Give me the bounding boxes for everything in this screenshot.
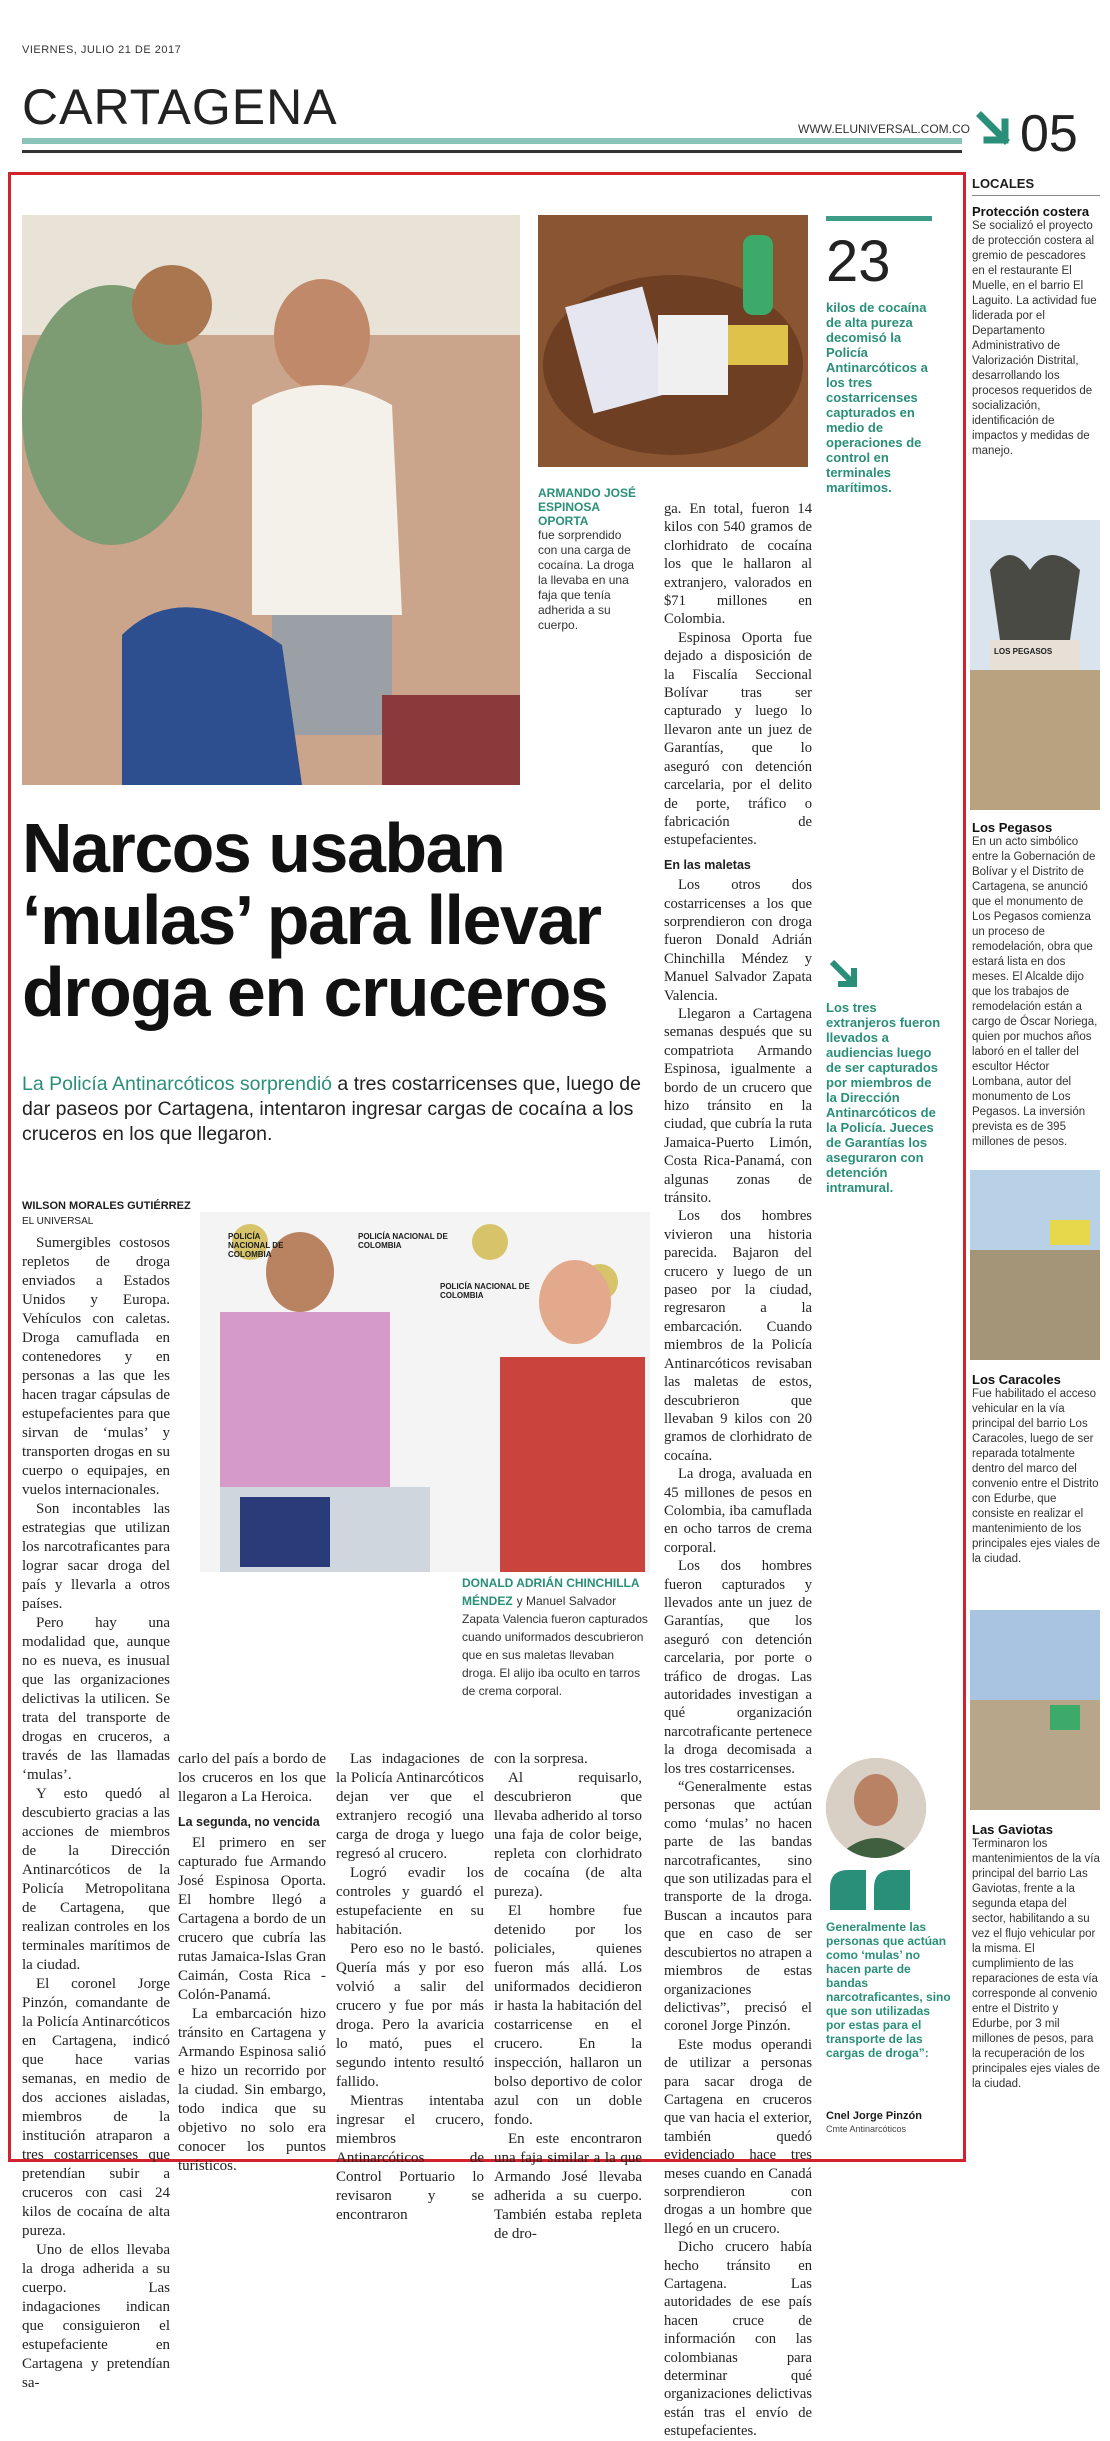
mugshot-illustration [200,1212,650,1572]
sidebar-item-caracoles [972,1372,1100,1567]
section-title: CARTAGENA [22,79,338,135]
seized-items-photo [538,215,808,467]
photo-caption-2 [462,1574,650,1700]
issue-date: VIERNES, JULIO 21 DE 2017 [22,44,182,56]
paragraph: carlo del país a bordo de los cruceros en los que llegaron a La Heroica. [178,1751,326,1805]
paragraph: ga. En total, fueron 14 kilos con 540 gramos de clorhidrato de cocaína los que le hallaron al extranjero, valorados en $71 millones en Colombia. [664,501,812,628]
masthead-rule [22,150,962,153]
subhead: En las maletas [664,857,751,872]
colonel-portrait [826,1758,926,1858]
lead-highlight: La Policía Antinarcóticos sorprendió [22,1073,333,1095]
body-column-4 [494,1750,642,2244]
page-number: 05 [1020,105,1078,163]
paragraph: Los otros dos costarricenses a los que sorprendieron con droga fueron Donald Adrián Chinchilla Méndez y Manuel Salvador Zapata Valencia. [664,877,812,1004]
quote-text: Generalmente las personas que actúan como ‘mulas’ no hacen parte de bandas narcotraficantes, sino que son utilizadas por estas para el transporte de las cargas de droga”: [826,1920,951,2060]
caracoles-photo [970,1170,1100,1360]
paragraph: Y esto quedó al descubierto gracias a las acciones de miembros de la Dirección Antinarcóticos de la Policía Metropolitana de Cartagena, que realizan controles en los terminales marítimos de la ciudad. [22,1786,170,1973]
stat-text: kilos de cocaína de alta pureza decomisó la Policía Antinarcóticos a los tres costarricenses capturados en medio de operaciones de control en terminales marítimos. [826,300,928,495]
arrow-down-right-icon [826,958,866,994]
body-column-5 [664,500,812,2441]
arrow-down-right-icon [975,110,1017,152]
photo-caption-1 [538,486,638,633]
sidebar-item-title: Los Caracoles [972,1372,1061,1387]
pullquote: Los tres extranjeros fueron llevados a audiencias luego de ser capturados por miembros de la Dirección Antinarcóticos de la Policía. Jueces de Garantías los aseguraron con detención intramural. [826,1000,941,1195]
sidebar-item-pegasos [972,820,1100,1150]
sidebar-header: LOCALES [972,176,1035,191]
body-column-2 [178,1750,326,2176]
quote-marks-icon [826,1866,916,1914]
sidebar-item-text: En un acto simbólico entre la Gobernación de Bolívar y el Distrito de Cartagena, se anunció que el monumento de Los Pegasos comienza un proceso de remodelación, obra que estará lista en dos meses. El Alcalde dijo que los trabajos de remodelación están a cargo de Óscar Noriega, quien por muchos años laboró en el taller del escultor Héctor Lombana, autor del monumento de Los Pegasos. La inversión prevista es de 395 millones de pesos. [972,836,1098,1148]
pegasos-photo [970,520,1100,810]
quote-role: Cmte Antinarcóticos [826,2124,907,2134]
stat-number: 23 [826,229,891,294]
body-column-1 [22,1234,170,2393]
sidebar-item-title: Los Pegasos [972,820,1053,835]
body-column-3 [336,1750,484,2225]
paragraph: Pero eso no le bastó. Quería más y por eso volvió a salir del crucero y fue por más droga. Pero la avaricia lo mató, pues el segundo intento resultó fallido. [336,1941,484,2090]
paragraph: Pero hay una modalidad que, aunque no es nueva, es inusual que las organizaciones delictivas la utilicen. Se trata del transporte de drogas en cruceros, a través de las llamadas ‘mulas’. [22,1615,170,1783]
paragraph: Logró evadir los controles y guardó el estupefaciente en su habitación. [336,1865,484,1938]
caption-name: ARMANDO JOSÉ ESPINOSA OPORTA [538,486,637,528]
seized-items-illustration [538,215,808,467]
sidebar-item-text: Fue habilitado el acceso vehicular en la vía principal del barrio Los Caracoles, luego de ser reparada totalmente dentro del marco del convenio entre el Distrito con Edurbe, que consiste en realizar el mantenimiento de los principales ejes viales de la ciudad. [972,1388,1100,1565]
paragraph: Llegaron a Cartagena semanas después que su compatriota Armando Espinosa, igualmente a bordo de un crucero que hizo tránsito en la ciudad, que cubría la ruta Jamaica-Puerto Limón, Costa Rica-Panamá, con algunas zonas de tránsito. [664,1005,812,1207]
byline-outlet: EL UNIVERSAL [22,1216,94,1227]
byline-author: WILSON MORALES GUTIÉRREZ [22,1200,191,1212]
paragraph: La embarcación hizo tránsito en Cartagena y Armando Espinosa salió e hizo un recorrido por la ciudad. Sin embargo, todo indica que su objetivo no solo era conocer los puntos turísticos. [178,2006,326,2174]
main-photo-illustration [22,215,520,785]
lead-rest: a tres costarricenses que, luego de dar paseos por Cartagena, intentaron ingresar cargas de cocaína a los cruceros en los que llegaron. [22,1073,641,1145]
paragraph: Sumergibles costosos repletos de droga enviados a Estados Unidos y Europa. Vehículos con caletas. Droga camuflada en contenedores y en personas a las que les hacen tragar cápsulas de estupefacientes para que sirvan de ‘mulas’ y transporten drogas en su cuerpo o equipajes, en vuelos internacionales. [22,1235,170,1498]
paragraph: Uno de ellos llevaba la droga adherida a su cuerpo. Las indagaciones indican que consiguieron el estupefaciente en Cartagena y pretendían sa- [22,2242,170,2391]
paragraph: La droga, avaluada en 45 millones de pesos en Colombia, iba camuflada en ocho tarros de crema corporal. [664,1466,812,1556]
paragraph: “Generalmente estas personas que actúan como ‘mulas’ no hacen parte de las bandas narcotraficantes, sino que son utilizadas para el transporte de la droga. Buscan a incautos para que en caso de ser descubiertos no atrapen a miembros de estas organizaciones delictivas”, precisó el coronel Jorge Pinzón. [664,1779,812,2035]
sidebar-item-gaviotas [972,1822,1100,2092]
gaviotas-illustration [970,1610,1100,1810]
caption-text: y Manuel Salvador Zapata Valencia fueron capturados cuando uniformados descubrieron que en sus maletas llevaban droga. El alijo iba oculto en tarros de crema corporal. [462,1594,648,1698]
paragraph: El coronel Jorge Pinzón, comandante de la Policía Antinarcóticos en Cartagena, indicó que hace varias semanas, en medio de dos acciones aisladas, miembros de la institución atraparon a tres costarricenses que pretendían subir a cruceros con casi 24 kilos de cocaína de alta pureza. [22,1976,170,2239]
paragraph: El hombre fue detenido por los policiales, quienes fueron más allá. Los uniformados decidieron ir hasta la habitación del costarricense en el crucero. En la inspección, hallaron un bolso deportivo de color azul con un doble fondo. [494,1903,642,2128]
caption-name: DONALD ADRIÁN CHINCHILLA MÉNDEZ [462,1576,640,1608]
sidebar-item-title: Las Gaviotas [972,1822,1053,1837]
quote-attribution: Cnel Jorge Pinzón [826,2110,922,2122]
paragraph: Los dos hombres vivieron una historia parecida. Bajaron del crucero y luego de un paseo por la ciudad, regresaron a la embarcación. Cuando miembros de la Policía Antinarcóticos revisaban las maletas de estos, descubrieron que llevaban 9 kilos con 20 gramos de clorhidrato de cocaína. [664,1208,812,1464]
masthead-accent-bar [22,138,962,144]
paragraph: Este modus operandi de utilizar a personas para sacar droga de Cartagena en cruceros que van hacia el exterior, también quedó evidenciado hace tres meses cuando en Canadá sorprendieron con drogas a un hombre que llegó en un crucero. [664,2036,812,2237]
site-url[interactable]: WWW.ELUNIVERSAL.COM.CO [798,122,971,136]
paragraph: El primero en ser capturado fue Armando José Espinosa Oporta. El hombre llegó a Cartagena a bordo de un crucero que cubría las rutas Jamaica-Islas Gran Caimán, Costa Rica - Colón-Panamá. [178,1835,326,2003]
stat-accent-line [826,216,932,221]
pegasos-sign: LOS PEGASOS [994,647,1053,656]
subhead: La segunda, no vencida [178,1815,320,1829]
paragraph: En este encontraron una faja similar a la que Armando José llevaba adherida a su cuerpo. También estaba repleta de dro- [494,2131,642,2242]
sidebar-item-text: Terminaron los mantenimientos de la vía principal del barrio Las Gaviotas, frente a la segunda etapa del sector, habilitando a su vez el flujo vehicular por la misma. El cumplimiento de las reparaciones de esta vía corresponde al convenio entre el Distrito y Edurbe, por 3 mil millones de pesos, para la recuperación de los principales ejes viales de la ciudad. [972,1838,1100,2090]
lead-paragraph [22,1072,642,1147]
mugshot-photo [200,1212,650,1572]
paragraph: con la sorpresa. [494,1751,588,1767]
paragraph: Las indagaciones de la Policía Antinarcóticos dejan ver que el extranjero recogió una carga de droga y luego regresó al crucero. [336,1751,484,1862]
policia-label: POLICÍA NACIONAL DE COLOMBIA [358,1232,448,1250]
policia-label: POLICÍA NACIONAL DE COLOMBIA [228,1232,284,1259]
sidebar-item-text: Se socializó el proyecto de protección costera al gremio de pescadores en el restaurante El Muelle, en el barrio El Laguito. La actividad fue liderada por el Departamento Administrativo de Valorización Distrital, desarrollando los procesos requeridos de socialización, identificación de impactos y medidas de manejo. [972,220,1097,457]
headline: Narcos usaban ‘mulas’ para llevar droga en cruceros [22,809,608,1031]
paragraph: Dicho crucero había hecho tránsito en Cartagena. Las autoridades de ese país hacen cruce de información con las colombianas para determinar qué organizaciones delictivas están tras el envío de estupefacientes. [664,2239,812,2440]
pegasos-illustration [970,520,1100,810]
caracoles-illustration [970,1170,1100,1360]
gaviotas-photo [970,1610,1100,1810]
sidebar-item-proteccion [972,204,1100,459]
sidebar-item-title: Protección costera [972,204,1090,219]
paragraph: Mientras intentaba ingresar el crucero, miembros Antinarcóticos de Control Portuario lo revisaron y se encontraron [336,2093,484,2223]
main-photo-arrest [22,215,520,785]
paragraph: Los dos hombres fueron capturados y llevados ante un juez de Garantías, que los aseguró con detención carcelaria, por porte o tráfico de drogas. Las autoridades investigan a qué organización narcotraficante pertenece la droga decomisada a los tres costarricenses. [664,1558,812,1777]
paragraph: Al requisarlo, descubrieron que llevaba adherido al torso una faja de color beige, repleta con clorhidrato de cocaína (de alta pureza). [494,1770,642,1900]
caption-text: fue sorprendido con una carga de cocaína. La droga la llevaba en una faja que tenía adherida a su cuerpo. [538,528,635,632]
sidebar-rule [972,195,1100,196]
policia-label: POLICÍA NACIONAL DE COLOMBIA [440,1282,530,1300]
paragraph: Son incontables las estrategias que utilizan los narcotraficantes para lograr sacar droga del país y llevarla a otros países. [22,1501,170,1612]
paragraph: Espinosa Oporta fue dejado a disposición de la Fiscalía Seccional Bolívar tras ser capturado y luego lo llevaron ante un juez de Garantías, que lo aseguró con detención carcelaria, por el delito de porte, tráfico o fabricación de estupefacientes. [664,629,812,849]
portrait-illustration [826,1758,926,1858]
